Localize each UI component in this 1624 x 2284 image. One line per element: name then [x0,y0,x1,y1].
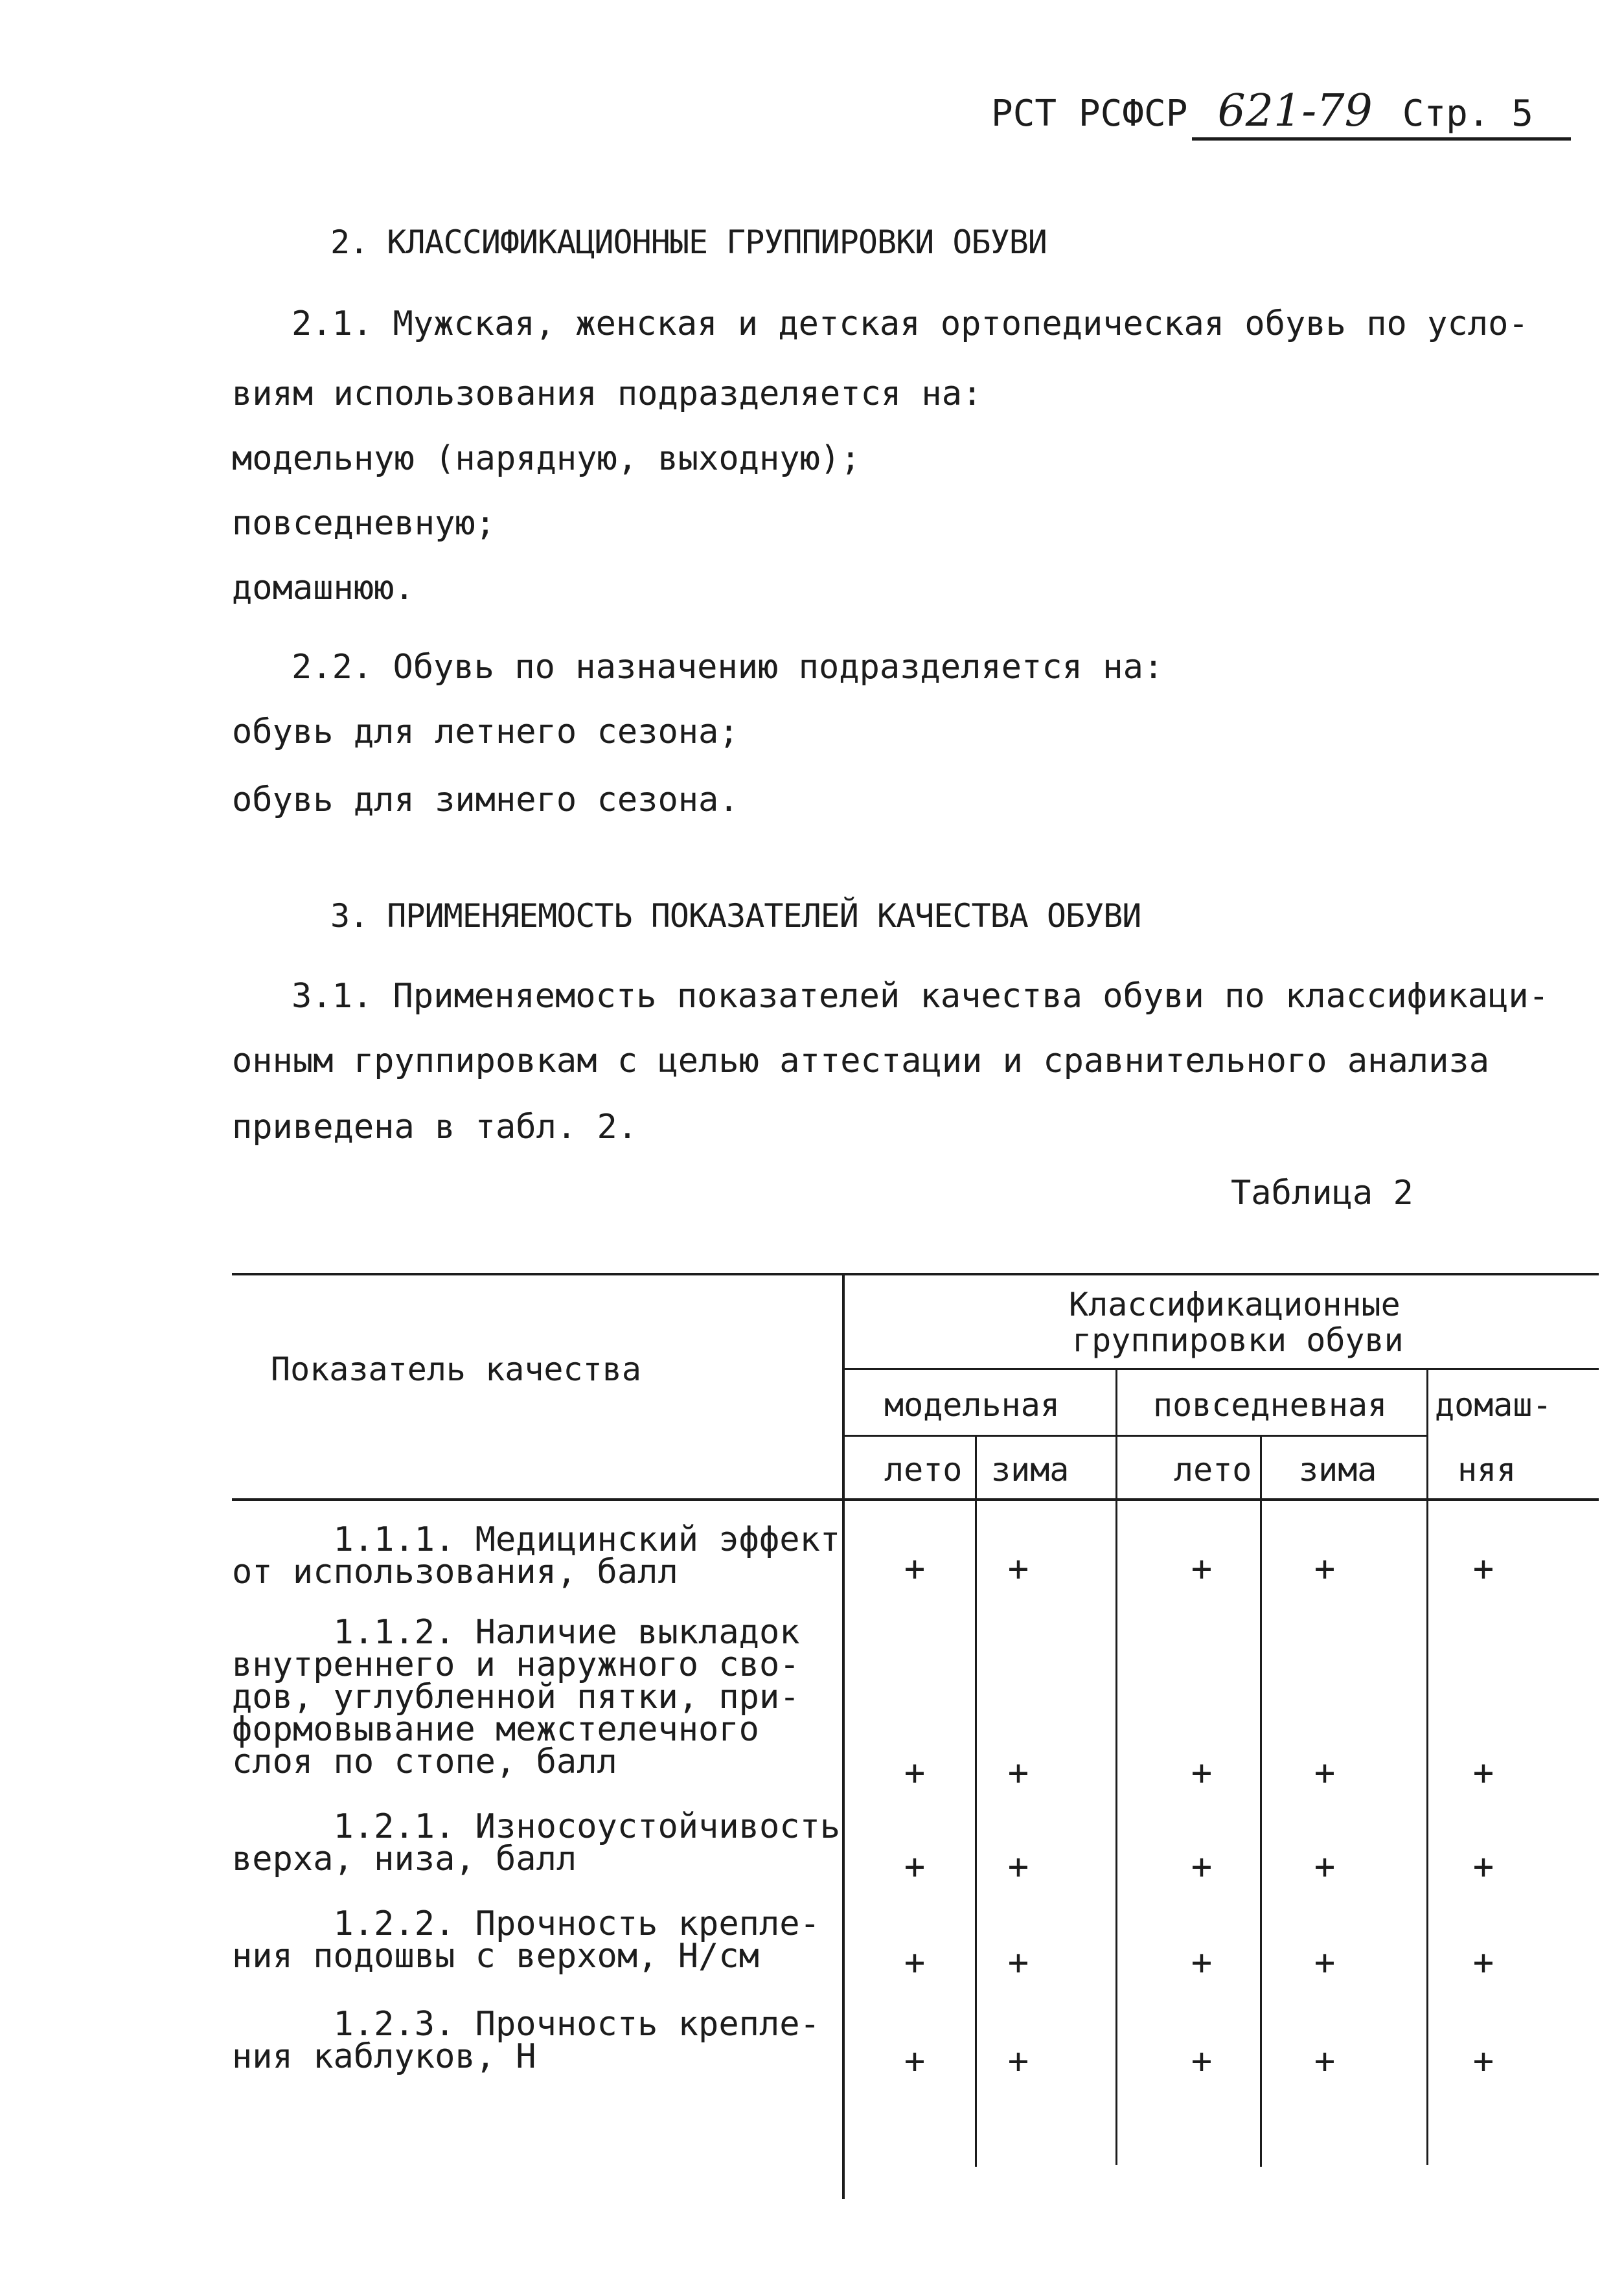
table-cell-mark: + [1191,1752,1213,1793]
table-cell-mark: + [904,2040,926,2081]
list-item: домашнюю. [232,569,415,608]
subgroup-home-cont: няя [1458,1451,1516,1489]
paragraph-2-2: 2.2. Обувь по назначению подразделяется на: [292,648,1164,687]
table-cell-mark: + [1007,1942,1029,1983]
table-cell-mark: + [1472,1548,1494,1589]
section-2-heading: 2. КЛАССИФИКАЦИОННЫЕ ГРУППИРОВКИ ОБУВИ [330,223,1047,261]
group-header-line-2: группировки обуви [1072,1321,1404,1359]
paragraph-2-1-line-2: виям использования подразделяется на: [232,374,983,413]
table-row-label: 1.2.3. Прочность крепле- ния каблуков, Н [232,2005,820,2076]
table-cell-mark: + [1314,1846,1336,1887]
col-model-summer: лето [884,1451,963,1489]
list-item: повседневную; [232,504,496,543]
standard-number: 621-79 [1217,86,1373,137]
standard-prefix: РСТ РСФСР [991,93,1188,135]
table-cell-mark: + [904,1548,926,1589]
table-cell-mark: + [1472,1846,1494,1887]
table-cell-mark: + [904,1846,926,1887]
table-cell-mark: + [1191,2040,1213,2081]
page-number: Стр. 5 [1402,93,1534,135]
table-cell-mark: + [1314,1942,1336,1983]
paragraph-3-1-line-1: 3.1. Применяемость показателей качества обуви по классификаци- [292,977,1550,1016]
column-divider [842,1273,845,2199]
section-3-heading: 3. ПРИМЕНЯЕМОСТЬ ПОКАЗАТЕЛЕЙ КАЧЕСТВА ОБУВИ [330,897,1141,935]
paragraph-3-1-line-3: приведена в табл. 2. [232,1108,638,1147]
header-bottom-rule [232,1498,1599,1501]
table-cell-mark: + [1314,1548,1336,1589]
paragraph-2-1-line-1: 2.1. Мужская, женская и детская ортопедическая обувь по усло- [292,304,1529,343]
table-caption: Таблица 2 [1231,1174,1413,1213]
paragraph-3-1-line-2: онным группировкам с целью аттестации и сравнительного анализа [232,1042,1490,1080]
list-item: модельную (нарядную, выходную); [232,439,861,478]
list-item: обувь для зимнего сезона. [232,781,739,819]
table-cell-mark: + [1472,1752,1494,1793]
table-cell-mark: + [1191,1942,1213,1983]
table-cell-mark: + [1472,1942,1494,1983]
table-row-label: 1.1.1. Медицинский эффект от использования, балл [232,1520,841,1592]
indicator-column-header: Показатель качества [271,1351,641,1388]
column-divider [1260,1435,1262,2167]
table-row-label: 1.2.2. Прочность крепле- ния подошвы с верхом, Н/см [232,1904,820,1976]
subgroup-model: модельная [884,1386,1060,1424]
group-header-line-1: Классификационные [1069,1286,1401,1323]
col-model-winter: зима [991,1451,1069,1489]
table-row-label: 1.1.2. Наличие выкладок внутреннего и наружного сво- дов, углубленной пятки, при- формовывание межстелечного слоя по стопе, балл [232,1613,800,1781]
table-cell-mark: + [1007,1548,1029,1589]
table-cell-mark: + [1007,1752,1029,1793]
table-row-label: 1.2.1. Износоустойчивость верха, низа, балл [232,1807,841,1879]
subgroup-rule [843,1435,1426,1437]
table-cell-mark: + [904,1752,926,1793]
column-divider [1426,1368,1428,2165]
table-cell-mark: + [1472,2040,1494,2081]
subgroup-daily: повседневная [1153,1386,1388,1424]
list-item: обувь для летнего сезона; [232,713,739,751]
column-divider [1115,1368,1117,2165]
table-cell-mark: + [1314,2040,1336,2081]
column-divider [975,1435,977,2167]
table-cell-mark: + [1007,2040,1029,2081]
table-cell-mark: + [1191,1548,1213,1589]
subgroup-home: домаш- [1435,1386,1552,1424]
table-top-rule [232,1273,1599,1275]
table-cell-mark: + [1191,1846,1213,1887]
group-header-rule [843,1368,1599,1370]
table-cell-mark: + [904,1942,926,1983]
col-daily-summer: лето [1174,1451,1252,1489]
table-cell-mark: + [1007,1846,1029,1887]
table-cell-mark: + [1314,1752,1336,1793]
col-daily-winter: зима [1299,1451,1377,1489]
